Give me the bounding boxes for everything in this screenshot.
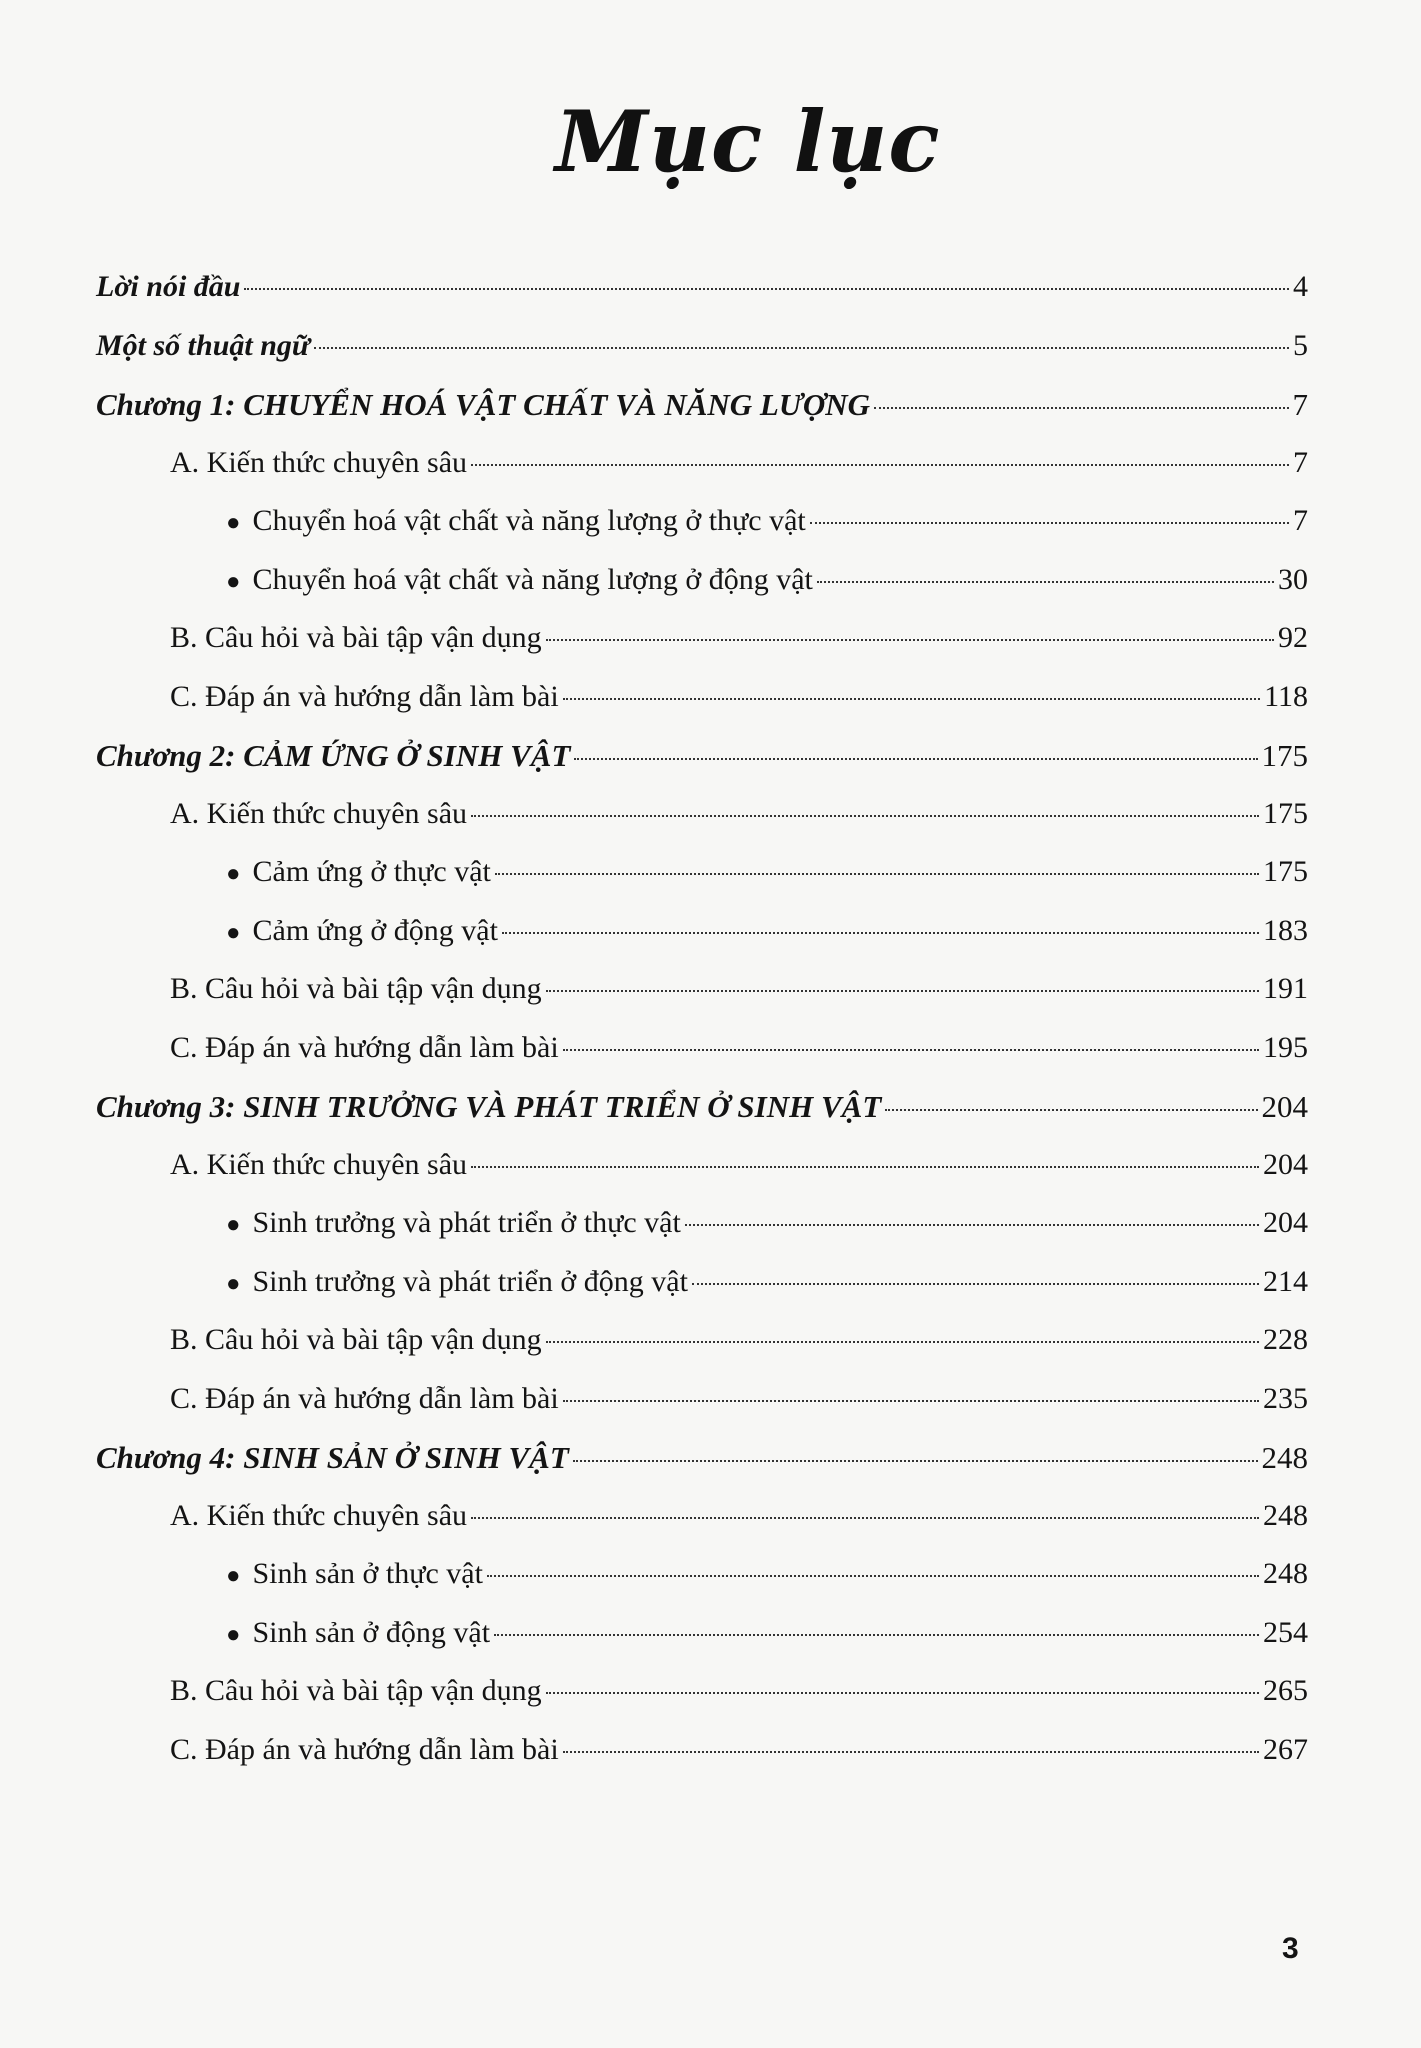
toc-entry-label: Cảm ứng ở động vật [252,913,498,947]
toc-entry-label: Chương 1: CHUYỂN HOÁ VẬT CHẤT VÀ NĂNG LƯỢNG [96,387,871,422]
dot-leader [817,581,1274,583]
dot-leader [563,1751,1259,1753]
toc-section-entry[interactable] [96,621,1308,680]
dot-leader [692,1283,1259,1285]
toc-entry-page: 118 [1264,679,1308,713]
bullet-icon: ● [226,510,241,536]
toc-entry-page: 267 [1263,1732,1308,1766]
toc-section-entry[interactable] [96,1499,1308,1558]
bullet-icon: ● [226,1212,241,1238]
toc-entry-label: C. Đáp án và hướng dẫn làm bài [170,1732,559,1766]
toc-entry-label: A. Kiến thức chuyên sâu [170,796,468,830]
dot-leader [471,1517,1259,1519]
toc-chapter-entry[interactable] [96,1440,1308,1499]
toc-entry-label: A. Kiến thức chuyên sâu [170,1498,468,1532]
dot-leader [546,1692,1259,1694]
bullet-icon: ● [226,919,241,946]
dot-leader [495,873,1259,875]
dot-leader [244,288,1289,290]
toc-section-entry[interactable] [96,1733,1308,1792]
toc-entry-label: B. Câu hỏi và bài tập vận dụng [170,1674,542,1707]
toc-entry-page: 248 [1261,1440,1308,1475]
toc-subsection-entry[interactable] [96,1616,1308,1675]
dot-leader [494,1634,1259,1636]
toc-entry-label: C. Đáp án và hướng dẫn làm bài [170,1381,559,1415]
bullet-icon: ● [226,568,241,595]
toc-entry-label: Sinh sản ở thực vật [252,1557,483,1590]
page-number: 3 [1282,1932,1299,1965]
toc-entry-page: 7 [1292,387,1308,422]
toc-entry-page: 254 [1263,1615,1308,1649]
bullet-icon: ● [226,1621,241,1648]
toc-entry-label: Sinh trưởng và phát triển ở động vật [252,1264,688,1298]
toc-entry-label: B. Câu hỏi và bài tập vận dụng [170,621,542,654]
toc-entry-page: 92 [1278,621,1308,654]
toc-entry-page: 191 [1263,972,1308,1005]
toc-entry-page: 235 [1263,1381,1308,1415]
toc-entry-page: 204 [1263,1147,1308,1181]
dot-leader [810,522,1289,524]
toc-section-entry[interactable] [96,972,1308,1031]
toc-section-entry[interactable] [96,1031,1308,1090]
toc-entry-page: 7 [1293,504,1308,537]
toc-subsection-entry[interactable] [96,1557,1308,1616]
dot-leader [685,1224,1259,1226]
toc-entry-label: Chương 3: SINH TRƯỞNG VÀ PHÁT TRIỂN Ở SINH VẬT [96,1089,882,1124]
toc-chapter-entry[interactable] [96,738,1308,797]
dot-leader [563,698,1260,700]
toc-entry-label: B. Câu hỏi và bài tập vận dụng [170,1323,542,1356]
toc-entry-page: 248 [1263,1557,1308,1590]
toc-entry-label: Cảm ứng ở thực vật [252,855,491,888]
dot-leader [314,347,1289,349]
toc-subsection-entry[interactable] [96,914,1308,973]
toc-section-entry[interactable] [96,1382,1308,1441]
toc-entry-label: A. Kiến thức chuyên sâu [170,445,468,479]
toc-section-entry[interactable] [96,1148,1308,1207]
toc-entry-page: 7 [1293,445,1308,479]
toc-entry-label: Sinh sản ở động vật [252,1615,491,1649]
toc-entry-page: 30 [1278,562,1308,596]
dot-leader [563,1400,1259,1402]
dot-leader [874,407,1288,409]
toc-entry[interactable] [96,329,1308,388]
toc-section-entry[interactable] [96,680,1308,739]
toc-entry-label: Chuyển hoá vật chất và năng lượng ở động vật [252,562,813,596]
toc-subsection-entry[interactable] [96,1265,1308,1324]
toc-entry-label: Chương 4: SINH SẢN Ở SINH VẬT [96,1440,569,1475]
toc-entry-page: 195 [1263,1030,1308,1064]
toc-entry-label: C. Đáp án và hướng dẫn làm bài [170,1030,559,1064]
toc-entry-label: Chuyển hoá vật chất và năng lượng ở thực vật [252,504,806,537]
toc-section-entry[interactable] [96,446,1308,505]
toc-subsection-entry[interactable] [96,563,1308,622]
dot-leader [502,932,1259,934]
toc-entry-page: 248 [1263,1498,1308,1532]
toc-entry-page: 175 [1263,855,1308,888]
dot-leader [546,1341,1259,1343]
dot-leader [471,464,1289,466]
toc-subsection-entry[interactable] [96,1206,1308,1265]
toc-entry-label: Chương 2: CẢM ỨNG Ở SINH VẬT [96,738,571,773]
bullet-icon: ● [226,1563,241,1589]
toc-entry-page: 214 [1263,1264,1308,1298]
dot-leader [563,1049,1259,1051]
toc-entry-label: C. Đáp án và hướng dẫn làm bài [170,679,559,713]
toc-entry-label: Sinh trưởng và phát triển ở thực vật [252,1206,681,1239]
toc-subsection-entry[interactable] [96,504,1308,563]
toc-entry-page: 204 [1261,1089,1308,1124]
toc-chapter-entry[interactable] [96,387,1308,446]
toc-section-entry[interactable] [96,1323,1308,1382]
toc-entry-label: Một số thuật ngữ [96,328,310,362]
toc-section-entry[interactable] [96,797,1308,856]
toc-entry-page: 175 [1261,738,1308,773]
toc-entry-label: A. Kiến thức chuyên sâu [170,1147,468,1181]
toc-subsection-entry[interactable] [96,855,1308,914]
toc-section-entry[interactable] [96,1674,1308,1733]
dot-leader [471,815,1259,817]
dot-leader [487,1575,1259,1577]
toc-chapter-entry[interactable] [96,1089,1308,1148]
bullet-icon: ● [226,861,241,887]
toc-entry-label: B. Câu hỏi và bài tập vận dụng [170,972,542,1005]
dot-leader [471,1166,1259,1168]
dot-leader [546,990,1259,992]
toc-entry-page: 5 [1293,328,1308,362]
toc-entry[interactable] [96,270,1308,329]
toc-entry-label: Lời nói đầu [96,270,241,303]
dot-leader [574,758,1257,760]
dot-leader [546,639,1274,641]
toc-entry-page: 175 [1263,796,1308,830]
toc-entry-page: 4 [1293,270,1308,303]
dot-leader [573,1460,1258,1462]
toc-entry-page: 265 [1263,1674,1308,1707]
toc-entry-page: 183 [1263,913,1308,947]
table-of-contents [96,270,1308,1791]
bullet-icon: ● [226,1270,241,1297]
page-title: Mục lục [555,92,941,191]
dot-leader [885,1109,1257,1111]
toc-entry-page: 204 [1263,1206,1308,1239]
toc-entry-page: 228 [1263,1323,1308,1356]
